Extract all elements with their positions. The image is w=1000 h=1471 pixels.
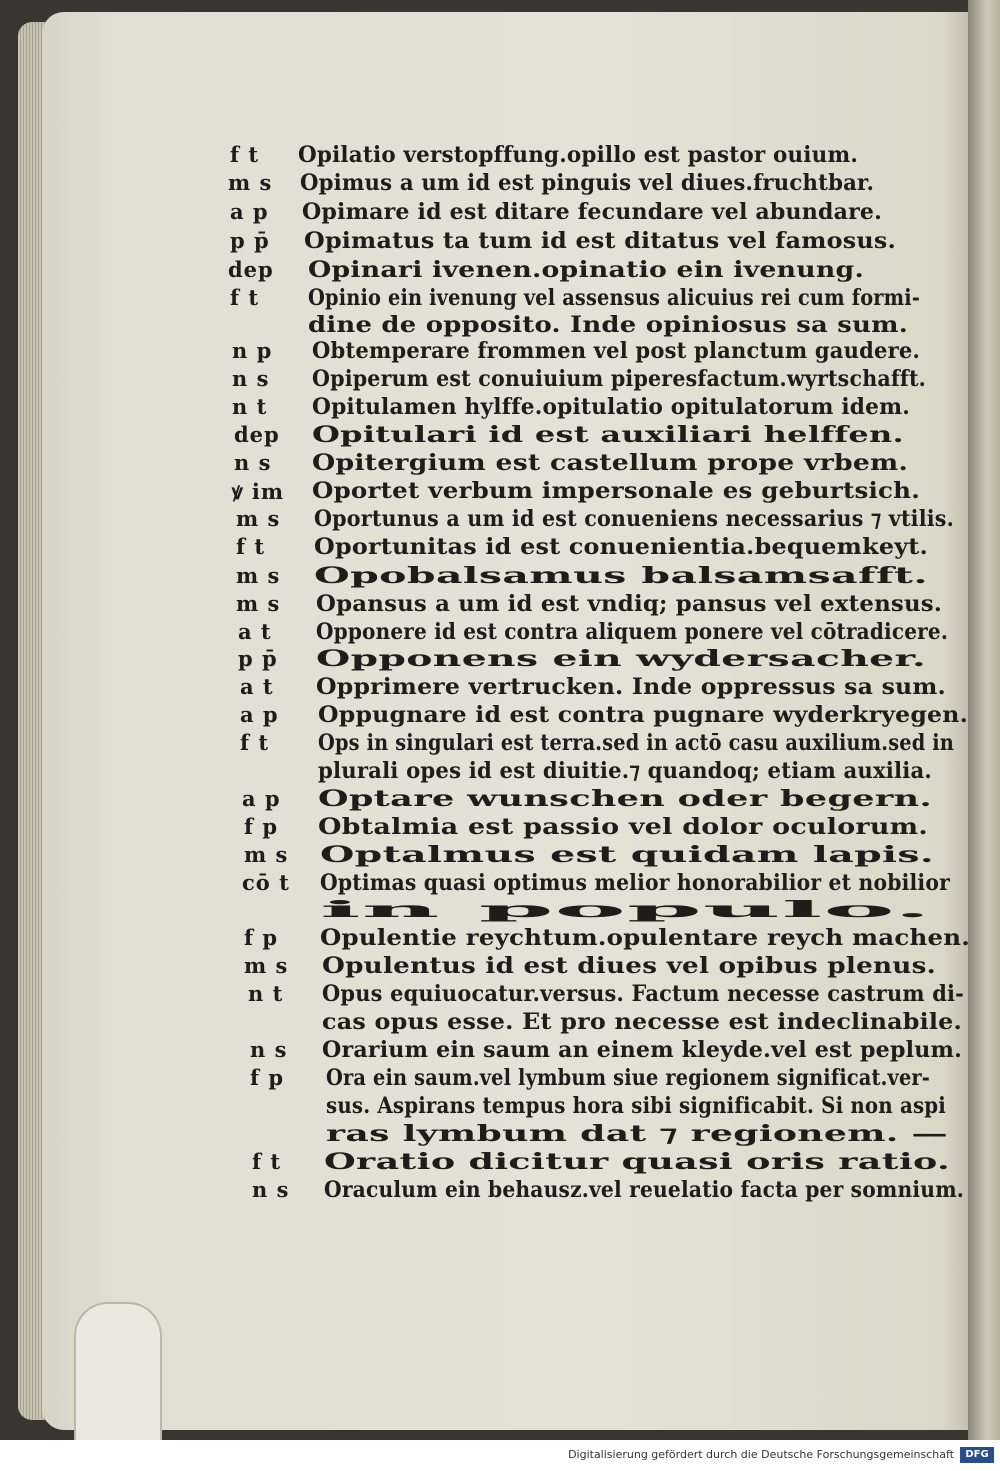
entry-text: sus. Aspirans tempus hora sibi significabit. Si non aspi <box>326 1093 946 1119</box>
entry-row <box>0 1009 1000 1039</box>
entry-row <box>0 450 1000 480</box>
grammar-tag: a p <box>240 702 279 727</box>
grammar-tag: m s <box>228 170 273 195</box>
entry-row <box>0 285 1000 315</box>
grammar-tag: p p̄ <box>230 228 270 253</box>
entry-text: Opprimere vertrucken. Inde oppressus sa sum. <box>316 674 946 700</box>
entry-text: Orarium ein saum an einem kleyde.vel est peplum. <box>322 1037 962 1063</box>
entry-text: Opulentus id est diues vel opibus plenus. <box>322 953 936 979</box>
grammar-tag: m s <box>244 842 289 867</box>
grammar-tag: f t <box>230 142 260 167</box>
grammar-tag: dep <box>228 257 274 282</box>
entry-row <box>0 338 1000 368</box>
grammar-tag: n s <box>234 450 272 475</box>
entry-text: dine de opposito. Inde opiniosus sa sum. <box>308 312 909 338</box>
entry-text: in populo. <box>320 897 933 923</box>
grammar-tag: f p <box>250 1065 285 1090</box>
grammar-tag: m s <box>236 506 281 531</box>
entry-row <box>0 394 1000 424</box>
entry-text: Opus equiuocatur.versus. Factum necesse castrum di- <box>322 981 965 1007</box>
entry-text: Opobalsamus balsamsafft. <box>314 563 929 589</box>
entry-text: Oppugnare id est contra pugnare wyderkryegen. <box>318 702 969 728</box>
entry-text: Opponens ein wydersacher. <box>316 646 927 672</box>
entry-text: Oratio dicitur quasi oris ratio. <box>324 1149 951 1175</box>
grammar-tag: f t <box>240 730 270 755</box>
entry-row <box>0 702 1000 732</box>
entry-row <box>0 366 1000 396</box>
entry-row <box>0 1037 1000 1067</box>
entry-row <box>0 1177 1000 1207</box>
entry-row <box>0 786 1000 816</box>
grammar-tag: f t <box>252 1149 282 1174</box>
entry-row <box>0 646 1000 676</box>
entry-row <box>0 758 1000 788</box>
entry-text: ras lymbum dat ⁊ regionem. — <box>326 1121 948 1147</box>
entry-text: Obtalmia est passio vel dolor oculorum. <box>318 814 929 840</box>
entry-text: Optalmus est quidam lapis. <box>320 842 934 868</box>
entry-row <box>0 1065 1000 1095</box>
entry-row <box>0 842 1000 872</box>
entry-row <box>0 257 1000 287</box>
entry-row <box>0 1149 1000 1179</box>
grammar-tag: n p <box>232 338 273 363</box>
entry-row <box>0 228 1000 258</box>
entry-row <box>0 199 1000 229</box>
footer-credit: Digitalisierung gefördert durch die Deutsche Forschungsgemeinschaft <box>568 1448 954 1461</box>
entry-row <box>0 422 1000 452</box>
grammar-tag: m s <box>244 953 289 978</box>
entry-text: Opimare id est ditare fecundare vel abundare. <box>302 199 883 225</box>
grammar-tag: a p <box>230 199 269 224</box>
grammar-tag: f p <box>244 925 279 950</box>
entry-row <box>0 170 1000 200</box>
grammar-tag: a t <box>238 619 272 644</box>
entry-text: Ora ein saum.vel lymbum siue regionem significat.ver- <box>326 1065 930 1091</box>
entry-row <box>0 674 1000 704</box>
entry-text: Opitulamen hylffe.opitulatio opitulatorum idem. <box>312 394 911 420</box>
entry-row <box>0 1121 1000 1151</box>
entry-text: Opansus a um id est vndiq; pansus vel extensus. <box>316 591 942 617</box>
entry-row <box>0 814 1000 844</box>
entry-row <box>0 981 1000 1011</box>
entry-text: Ops in singulari est terra.sed in actō casu auxilium.sed in <box>318 730 955 756</box>
entry-text: Opulentie reychtum.opulentare reych machen. <box>320 925 971 951</box>
entry-text: Oportunus a um id est conueniens necessarius ⁊ vtilis. <box>314 506 954 532</box>
grammar-tag: m s <box>236 563 281 588</box>
entry-text: Opitulari id est auxiliari helffen. <box>312 422 905 448</box>
entry-text: Oraculum ein behausz.vel reuelatio facta per somnium. <box>324 1177 965 1203</box>
grammar-tag: f p <box>244 814 279 839</box>
entry-text: Oportunitas id est conuenientia.bequemkeyt. <box>314 534 929 560</box>
footer-bar <box>0 1440 1000 1471</box>
entry-row <box>0 563 1000 593</box>
entry-row <box>0 619 1000 649</box>
entry-text: Opiperum est conuiuium piperesfactum.wyrtschafft. <box>312 366 927 392</box>
grammar-tag: a t <box>240 674 274 699</box>
grammar-tag: n s <box>252 1177 290 1202</box>
entry-text: Optimas quasi optimus melior honorabilior et nobilior <box>320 870 950 896</box>
entry-row <box>0 953 1000 983</box>
grammar-tag: cō t <box>242 870 290 895</box>
grammar-tag: f t <box>230 285 260 310</box>
entry-text: Opilatio verstopffung.opillo est pastor ouium. <box>298 142 859 168</box>
entry-row <box>0 897 1000 927</box>
grammar-tag: n t <box>248 981 284 1006</box>
grammar-tag: f t <box>236 534 266 559</box>
dfg-logo: DFG <box>960 1447 994 1463</box>
entry-row <box>0 1093 1000 1123</box>
entry-text: Optare wunschen oder begern. <box>318 786 932 812</box>
entry-row <box>0 591 1000 621</box>
entry-row <box>0 478 1000 508</box>
entry-text: Opitergium est castellum prope vrbem. <box>312 450 909 476</box>
entry-text: Opimatus ta tum id est ditatus vel famosus. <box>304 228 896 254</box>
entry-row <box>0 925 1000 955</box>
entry-row <box>0 142 1000 172</box>
entry-text: Obtemperare frommen vel post planctum gaudere. <box>312 338 921 364</box>
entry-text: Opimus a um id est pinguis vel diues.fruchtbar. <box>300 170 875 196</box>
entry-text: plurali opes id est diuitie.⁊ quandoq; etiam auxilia. <box>318 758 932 784</box>
entry-row <box>0 870 1000 900</box>
entry-row <box>0 506 1000 536</box>
grammar-tag: ꝟ im <box>232 479 285 504</box>
grammar-tag: n s <box>250 1037 288 1062</box>
entry-text: Opinari ivenen.opinatio ein ivenung. <box>308 257 864 283</box>
grammar-tag: n s <box>232 366 270 391</box>
entry-row <box>0 534 1000 564</box>
grammar-tag: a p <box>242 786 281 811</box>
entry-text: Opinio ein ivenung vel assensus alicuius rei cum formi- <box>308 285 921 311</box>
entry-text: Oportet verbum impersonale es geburtsich. <box>312 478 920 504</box>
entry-text: Opponere id est contra aliquem ponere vel cōtradicere. <box>316 619 948 645</box>
entry-text: cas opus esse. Et pro necesse est indeclinabile. <box>322 1009 963 1035</box>
entry-row <box>0 730 1000 760</box>
grammar-tag: m s <box>236 591 281 616</box>
grammar-tag: p p̄ <box>238 646 278 671</box>
grammar-tag: dep <box>234 422 280 447</box>
grammar-tag: n t <box>232 394 268 419</box>
